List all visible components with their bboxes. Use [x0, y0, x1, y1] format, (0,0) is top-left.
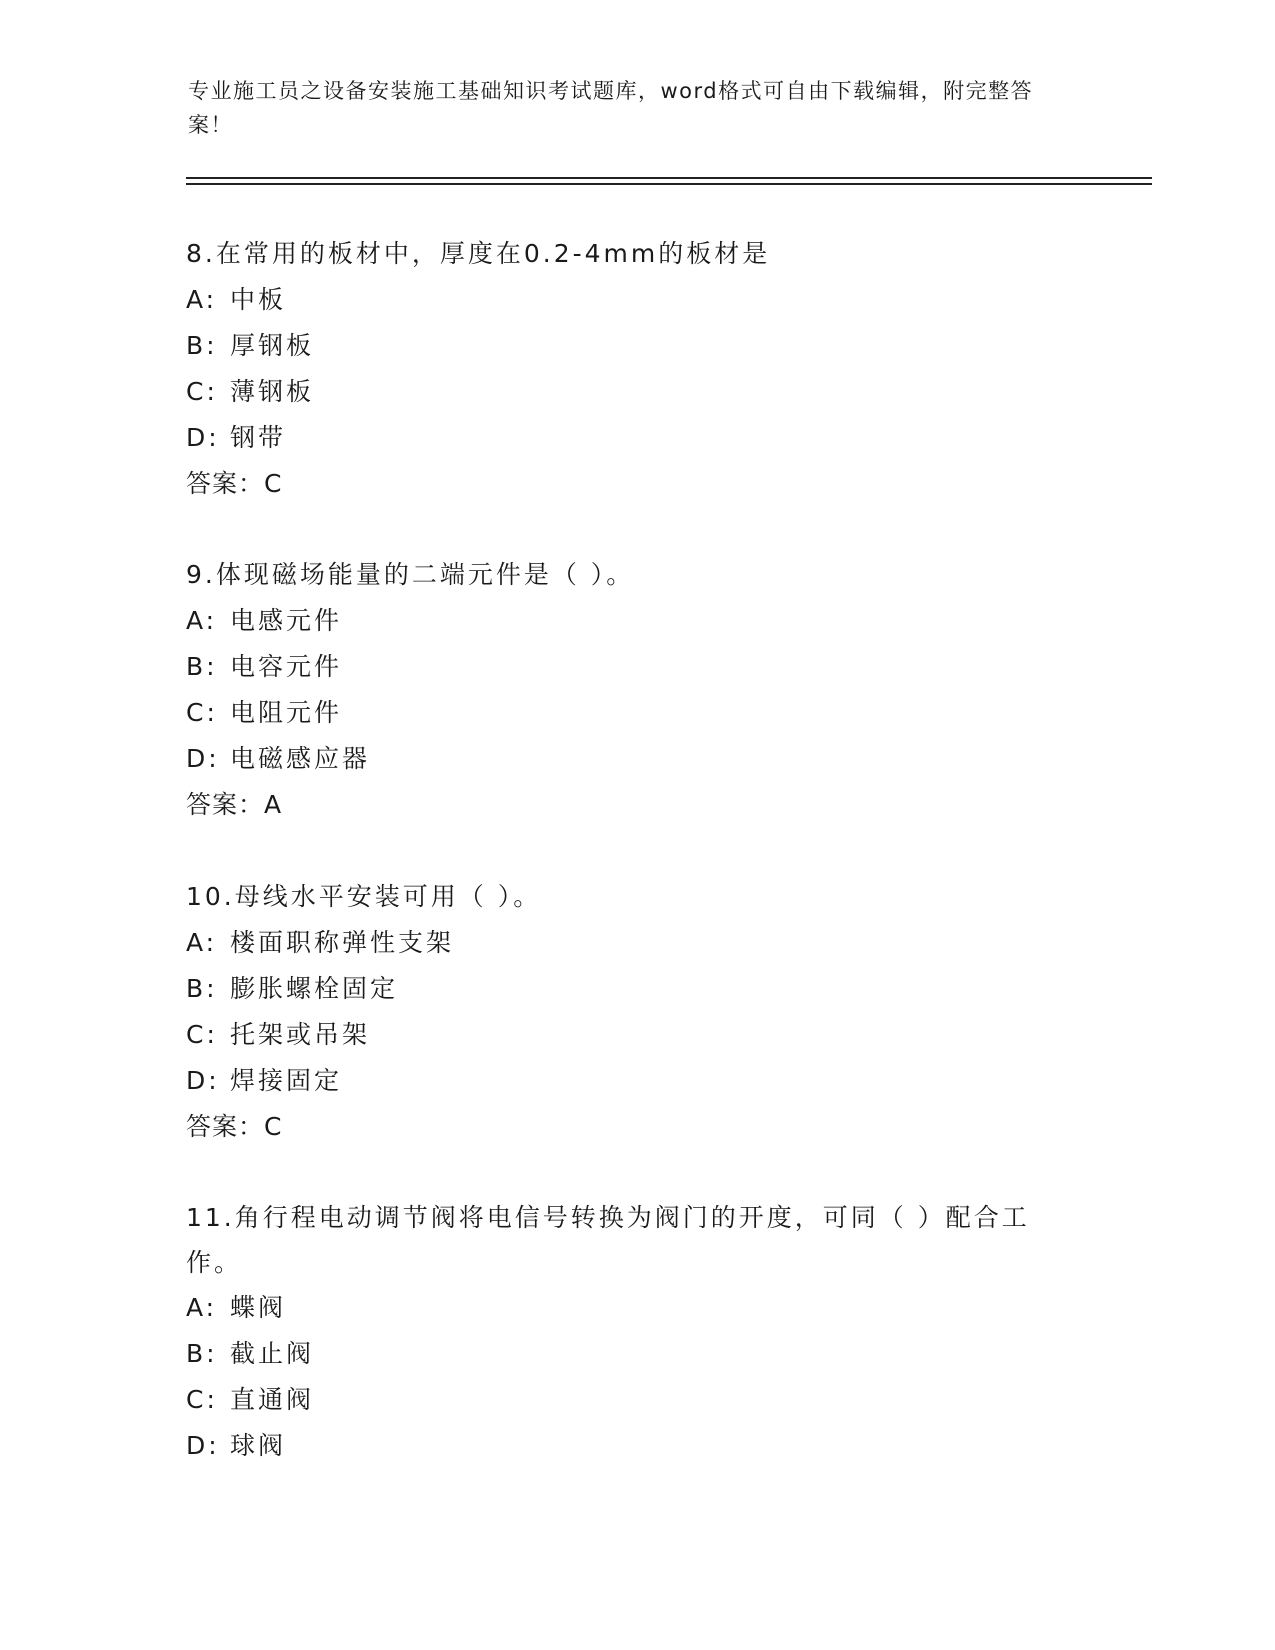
answer-line: 答案：C [186, 469, 283, 498]
option-c [186, 1012, 1066, 1058]
option-text: 电阻元件 [230, 698, 343, 727]
header-divider-top [186, 177, 1152, 179]
option-key: B: [186, 974, 218, 1003]
option-text: 薄钢板 [230, 377, 315, 406]
option-text: 托架或吊架 [230, 1020, 371, 1049]
option-key: D: [186, 1066, 220, 1095]
option-text: 蝶阀 [230, 1293, 287, 1322]
option-b [186, 323, 1066, 369]
option-key: A: [186, 1293, 218, 1322]
document-header: 专业施工员之设备安装施工基础知识考试题库，word格式可自由下载编辑，附完整答案！ [188, 79, 1034, 137]
question-stem: 10.母线水平安装可用（ ）。 [186, 882, 542, 911]
option-text: 电容元件 [230, 652, 343, 681]
option-a [186, 1285, 1066, 1331]
option-a [186, 598, 1066, 644]
header-divider-bottom [186, 183, 1152, 185]
option-a [186, 920, 1066, 966]
option-text: 钢带 [230, 423, 287, 452]
option-text: 电感元件 [230, 606, 343, 635]
option-c [186, 369, 1066, 415]
option-key: A: [186, 928, 218, 957]
option-key: C: [186, 377, 218, 406]
answer-line: 答案：A [186, 790, 283, 819]
option-b [186, 1331, 1066, 1377]
option-d [186, 1423, 1066, 1469]
option-text: 直通阀 [230, 1385, 315, 1414]
question-block [186, 552, 1066, 828]
option-key: C: [186, 1385, 218, 1414]
option-text: 球阀 [230, 1431, 287, 1460]
option-text: 电磁感应器 [230, 744, 371, 773]
answer-line: 答案：C [186, 1112, 283, 1141]
option-text: 厚钢板 [230, 331, 315, 360]
option-c [186, 690, 1066, 736]
option-b [186, 966, 1066, 1012]
option-d [186, 736, 1066, 782]
option-b [186, 644, 1066, 690]
option-key: B: [186, 1339, 218, 1368]
option-key: C: [186, 1020, 218, 1049]
option-text: 截止阀 [230, 1339, 315, 1368]
question-stem: 9.体现磁场能量的二端元件是（ ）。 [186, 560, 635, 589]
option-c [186, 1377, 1066, 1423]
option-a [186, 277, 1066, 323]
question-stem: 11.角行程电动调节阀将电信号转换为阀门的开度，可同（ ）配合工作。 [186, 1203, 1030, 1277]
option-key: D: [186, 744, 220, 773]
option-key: B: [186, 652, 218, 681]
option-key: D: [186, 423, 220, 452]
option-d [186, 415, 1066, 461]
option-text: 楼面职称弹性支架 [230, 928, 455, 957]
question-block [186, 874, 1066, 1150]
question-block [186, 231, 1066, 507]
question-stem: 8.在常用的板材中，厚度在0.2-4mm的板材是 [186, 239, 771, 268]
option-key: B: [186, 331, 218, 360]
option-text: 膨胀螺栓固定 [230, 974, 399, 1003]
option-text: 焊接固定 [230, 1066, 343, 1095]
option-key: A: [186, 285, 218, 314]
option-key: C: [186, 698, 218, 727]
option-key: D: [186, 1431, 220, 1460]
option-d [186, 1058, 1066, 1104]
option-text: 中板 [230, 285, 287, 314]
option-key: A: [186, 606, 218, 635]
question-block [186, 1195, 1066, 1469]
